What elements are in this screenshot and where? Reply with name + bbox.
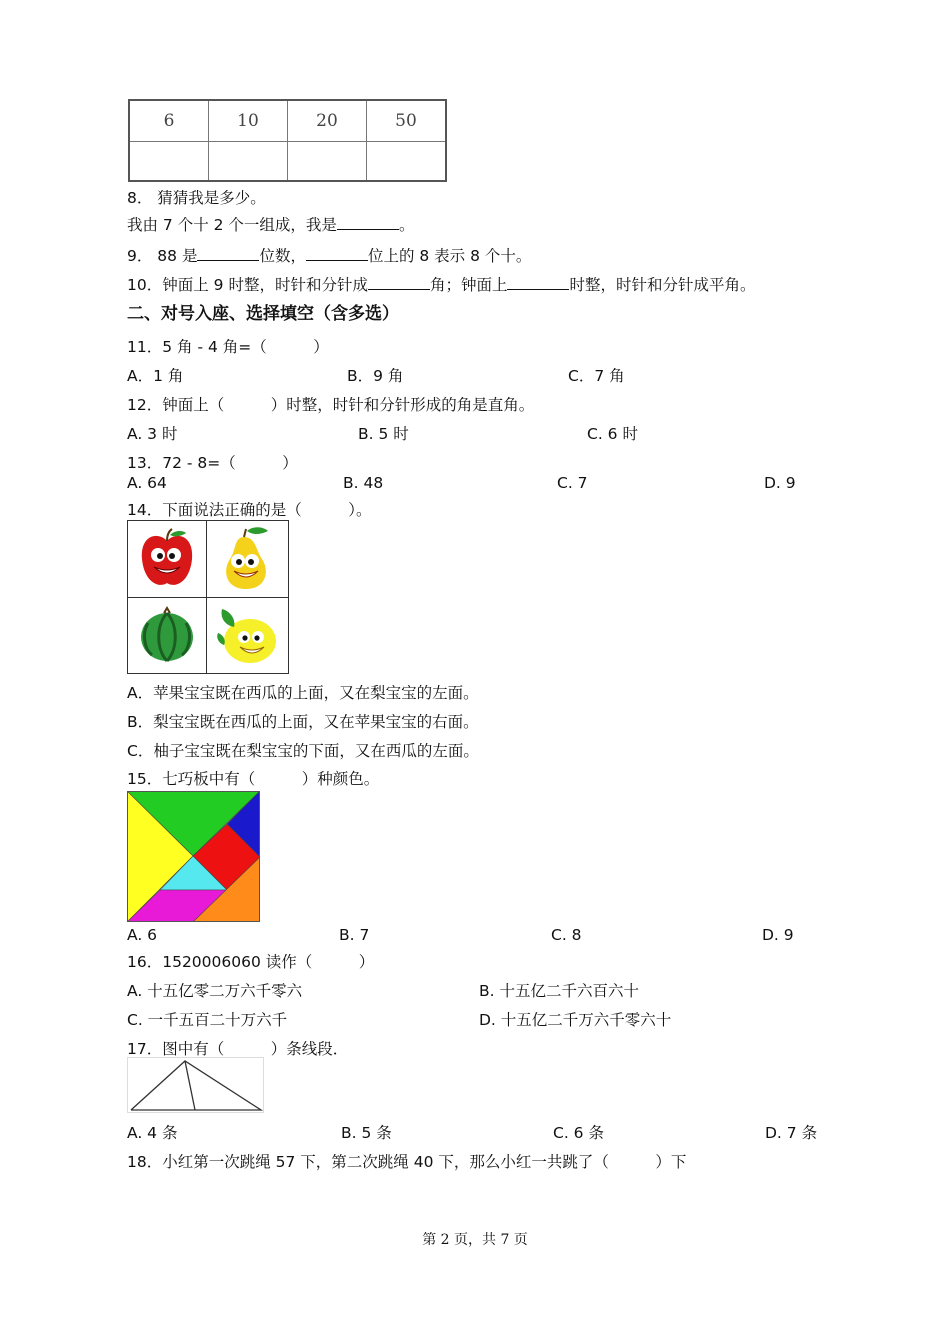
- line-segment-figure: [127, 1057, 264, 1113]
- q11-option-a[interactable]: A．1 角: [127, 367, 184, 385]
- q16-option-a[interactable]: A. 十五亿零二万六千零六: [127, 982, 303, 1000]
- q9-text: 位上的 8 表示 8 个十。: [367, 247, 532, 265]
- q18-stem: 18．小红第一次跳绳 57 下，第二次跳绳 40 下，那么小红一共跳了（ ）下: [127, 1153, 687, 1171]
- table-cell: 20: [288, 100, 367, 142]
- tangram-figure: [127, 791, 260, 922]
- q17-stem: 17．图中有（ ）条线段．: [127, 1040, 349, 1058]
- q13-stem: 13．72 - 8=（ ）: [127, 454, 298, 472]
- q10-line: [127, 273, 755, 295]
- q16-option-c[interactable]: C. 一千五百二十万六千: [127, 1011, 288, 1029]
- table-cell: 10: [209, 100, 288, 142]
- table-cell: 6: [129, 100, 209, 142]
- q14-stem: 14．下面说法正确的是（ ）。: [127, 501, 372, 519]
- q14-option-a[interactable]: A．苹果宝宝既在西瓜的上面，又在梨宝宝的左面。: [127, 684, 479, 702]
- q16-option-b[interactable]: B. 十五亿二千六百六十: [479, 982, 639, 1000]
- q15-option-d[interactable]: D. 9: [762, 926, 794, 944]
- table-answer-cell[interactable]: [288, 142, 367, 182]
- q14-option-b[interactable]: B．梨宝宝既在西瓜的上面，又在苹果宝宝的右面。: [127, 713, 479, 731]
- q10-text: 时整，时针和分针成平角。: [569, 276, 756, 294]
- q17-option-d[interactable]: D. 7 条: [765, 1124, 818, 1142]
- q12-stem: 12．钟面上（ ）时整，时针和分针形成的角是直角。: [127, 396, 535, 414]
- q12-option-c[interactable]: C. 6 时: [587, 425, 638, 443]
- q11-option-c[interactable]: C．7 角: [568, 367, 625, 385]
- answer-blank[interactable]: [368, 275, 430, 290]
- q10-text: 10．钟面上 9 时整，时针和分针成: [127, 276, 368, 294]
- watermelon-icon: [136, 605, 198, 665]
- q15-option-b[interactable]: B. 7: [339, 926, 370, 944]
- q9-text: 9． 88 是: [127, 247, 198, 265]
- q13-option-a[interactable]: A. 64: [127, 474, 167, 492]
- q11-option-b[interactable]: B．9 角: [347, 367, 404, 385]
- q8-text-end: 。: [398, 216, 415, 234]
- q13-option-b[interactable]: B. 48: [343, 474, 384, 492]
- q17-option-b[interactable]: B. 5 条: [341, 1124, 392, 1142]
- answer-blank[interactable]: [197, 246, 259, 261]
- q17-option-a[interactable]: A. 4 条: [127, 1124, 178, 1142]
- q9-text: 位数，: [259, 247, 306, 265]
- q17-option-c[interactable]: C. 6 条: [553, 1124, 604, 1142]
- table-answer-cell[interactable]: [129, 142, 209, 182]
- q8-line: [127, 213, 414, 235]
- page-footer: 第 2 页，共 7 页: [422, 1232, 528, 1248]
- answer-blank[interactable]: [306, 246, 368, 261]
- table-answer-cell[interactable]: [209, 142, 288, 182]
- answer-blank[interactable]: [337, 215, 399, 230]
- answer-blank[interactable]: [507, 275, 569, 290]
- apple-icon: [136, 527, 198, 591]
- q9-line: [127, 244, 531, 266]
- q15-stem: 15．七巧板中有（ ）种颜色。: [127, 770, 380, 788]
- q8-text: 我由 7 个十 2 个一组成，我是: [127, 216, 337, 234]
- q13-option-c[interactable]: C. 7: [557, 474, 588, 492]
- q10-text: 角；钟面上: [429, 276, 508, 294]
- q11-stem: 11．5 角 - 4 角=（ ）: [127, 338, 329, 356]
- q15-option-c[interactable]: C. 8: [551, 926, 582, 944]
- section-heading: 二、对号入座、选择填空（含多选）: [127, 304, 399, 324]
- q16-stem: 16．1520006060 读作（ ）: [127, 953, 375, 971]
- q13-option-d[interactable]: D. 9: [764, 474, 796, 492]
- lemon-icon: [212, 605, 282, 667]
- q16-option-d[interactable]: D. 十五亿二千万六千零六十: [479, 1011, 672, 1029]
- number-table: [128, 99, 447, 182]
- q8-title: 8． 猜猜我是多少。: [127, 189, 266, 207]
- q14-option-c[interactable]: C．柚子宝宝既在梨宝宝的下面，又在西瓜的左面。: [127, 742, 479, 760]
- table-cell: 50: [367, 100, 447, 142]
- q15-option-a[interactable]: A. 6: [127, 926, 158, 944]
- q12-option-a[interactable]: A. 3 时: [127, 425, 178, 443]
- fruit-grid: [127, 520, 289, 674]
- table-answer-cell[interactable]: [367, 142, 447, 182]
- q12-option-b[interactable]: B. 5 时: [358, 425, 409, 443]
- pear-icon: [214, 525, 278, 593]
